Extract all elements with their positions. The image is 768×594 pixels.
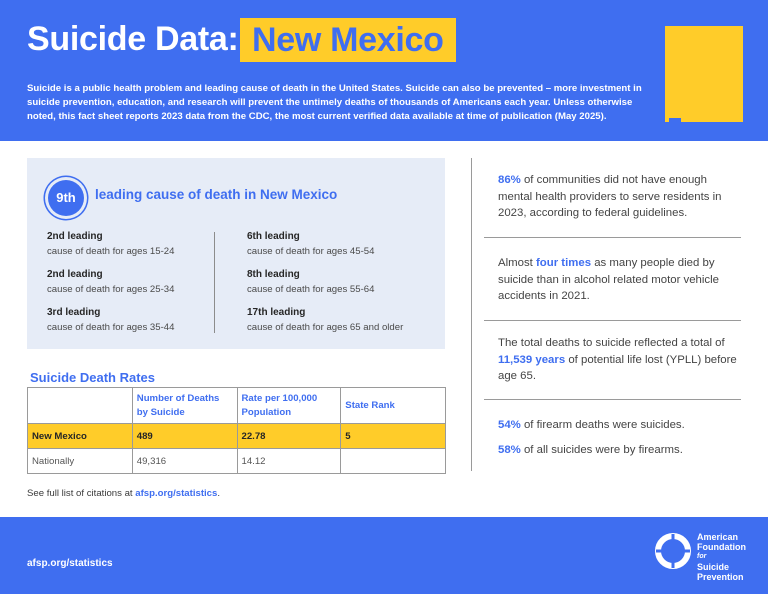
table-cell: New Mexico [28, 424, 133, 449]
cause-desc: cause of death for ages 35-44 [47, 322, 175, 333]
rates-title: Suicide Death Rates [30, 370, 155, 385]
cause-rank: 2nd leading [47, 231, 103, 242]
table-header: State Rank [341, 388, 446, 424]
cause-item [47, 230, 237, 259]
rank-badge: 9th [48, 180, 84, 216]
stat-providers [498, 172, 738, 222]
divider [484, 320, 741, 321]
citation-link[interactable]: afsp.org/statistics [135, 488, 218, 499]
stat-highlight: 58% [498, 444, 521, 456]
rates-table [27, 387, 446, 474]
table-header-row [28, 388, 446, 424]
footer [0, 517, 768, 594]
header [0, 0, 768, 141]
cause-item [47, 306, 237, 335]
stat-firearm-suicides [498, 442, 738, 459]
stat-text: of all suicides were by firearms. [520, 444, 683, 456]
footer-link[interactable]: afsp.org/statistics [27, 558, 113, 569]
logo-text [697, 532, 746, 582]
new-mexico-map-icon [661, 24, 745, 124]
stat-pre: The total deaths to suicide reflected a total of [498, 337, 725, 349]
divider [484, 399, 741, 400]
divider [484, 237, 741, 238]
column-divider [471, 158, 472, 471]
rank-label: leading cause of death in New Mexico [95, 187, 338, 202]
stat-text: of potential life lost (YPLL) before age 65. [498, 353, 737, 382]
intro-text: Suicide is a public health problem and leading cause of death in the United States. Suicide can also be prevented – more investment in suicide prevention, education, and research will prevent the untimely deaths of thousands of Americans each year. Unless otherwise noted, this fact sheet reports 2023 data from the CDC, the most current verified data available at time of publication (May 2025). [27, 83, 642, 122]
table-cell: 49,316 [132, 449, 237, 474]
page-title: Suicide Data: [27, 20, 239, 58]
table-cell [341, 449, 446, 474]
table-row [28, 424, 446, 449]
lifebuoy-icon [655, 533, 691, 569]
table-cell: Nationally [28, 449, 133, 474]
stat-text: as many people died by suicide than in alcohol related motor vehicle accidents in 2021. [498, 257, 719, 302]
cause-rank: 17th leading [247, 307, 306, 318]
cause-rank: 8th leading [247, 269, 300, 280]
cause-desc: cause of death for ages 55-64 [247, 284, 375, 295]
cause-desc: cause of death for ages 25-34 [47, 284, 175, 295]
cause-rank: 6th leading [247, 231, 300, 242]
cause-desc: cause of death for ages 15-24 [47, 246, 175, 257]
cause-desc: cause of death for ages 65 and older [247, 322, 404, 333]
cause-rank: 2nd leading [47, 269, 103, 280]
stat-highlight: four times [535, 257, 592, 269]
stat-text: of firearm deaths were suicides. [520, 419, 685, 431]
logo-line: Suicide [697, 562, 730, 572]
stat-highlight: 54% [498, 419, 521, 431]
logo-line: for [697, 553, 707, 560]
table-header: Rate per 100,000 Population [237, 388, 341, 424]
stat-alcohol [498, 255, 738, 305]
citation-prefix: See full list of citations at [27, 488, 136, 499]
stat-pre: Almost [498, 257, 536, 269]
table-cell: 22.78 [237, 424, 341, 449]
table-header: Number of Deaths by Suicide [132, 388, 237, 424]
citation-suffix: . [217, 488, 221, 499]
table-row [28, 449, 446, 474]
logo-line: Prevention [697, 572, 744, 582]
cause-item [247, 268, 437, 297]
citation [27, 488, 220, 499]
logo-line: American [697, 532, 739, 542]
stat-highlight: 11,539 years [498, 353, 566, 366]
cause-desc: cause of death for ages 45-54 [247, 246, 375, 257]
logo-line: Foundation [697, 542, 746, 552]
table-cell: 489 [132, 424, 237, 449]
table-cell: 14.12 [237, 449, 341, 474]
cause-item [247, 306, 437, 335]
cause-item [47, 268, 237, 297]
stat-text: of communities did not have enough mental health providers to serve residents in 2023, according to federal guidelines. [498, 174, 722, 219]
stat-highlight: 86% [498, 174, 521, 186]
table-cell: 5 [341, 424, 446, 449]
cause-item [247, 230, 437, 259]
leading-cause-panel [27, 158, 445, 349]
stat-ypll [498, 335, 738, 385]
stat-firearm-deaths [498, 417, 738, 434]
state-name: New Mexico [240, 18, 456, 62]
table-header [28, 388, 133, 424]
cause-rank: 3rd leading [47, 307, 101, 318]
